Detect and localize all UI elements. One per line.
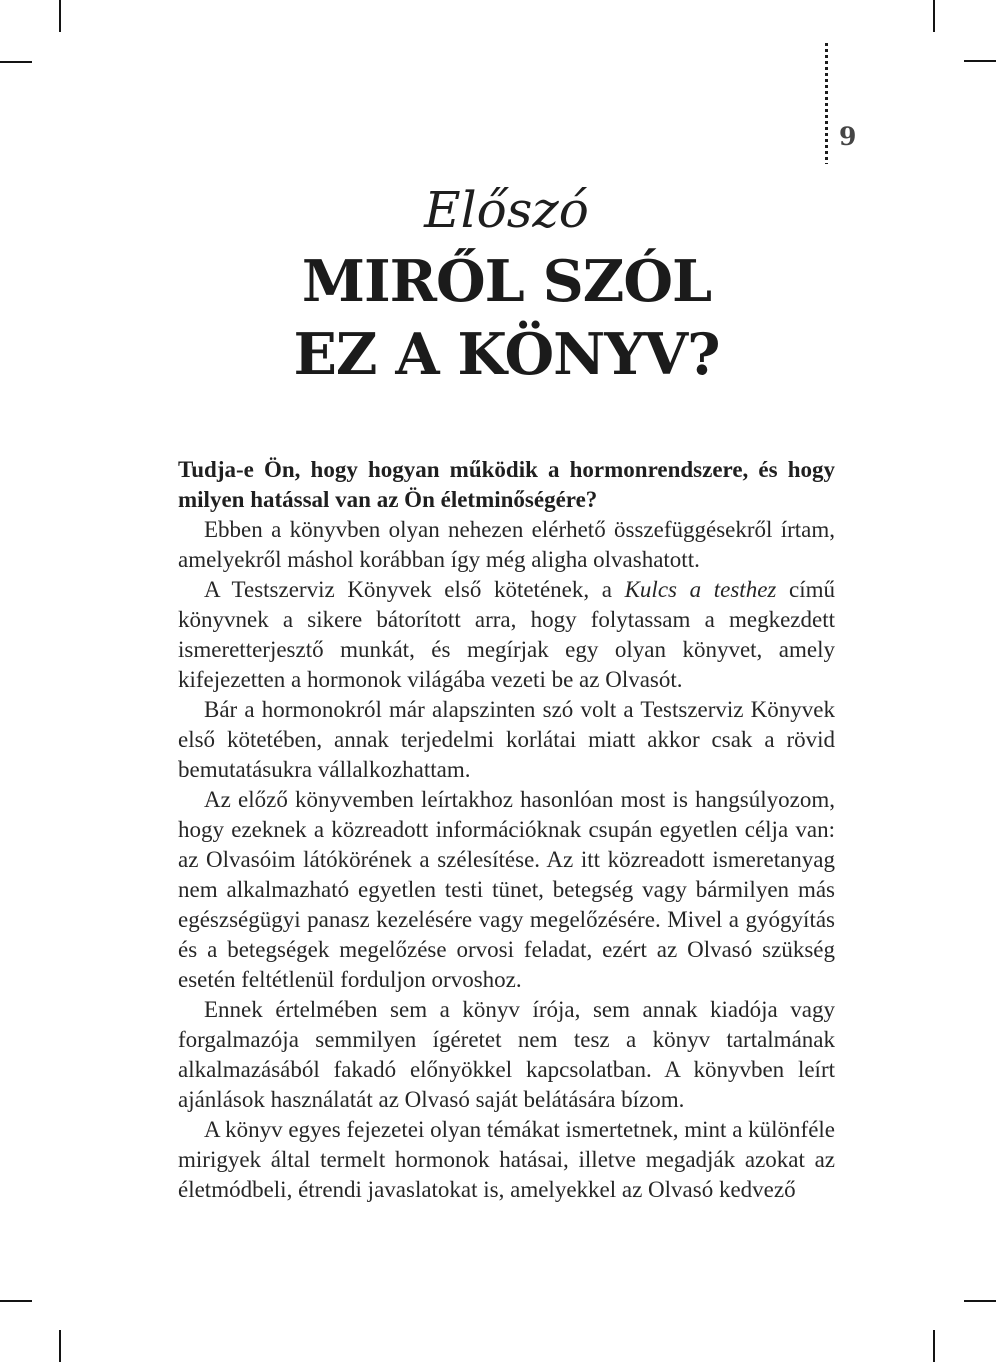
paragraphs xyxy=(178,515,835,1205)
paragraph xyxy=(178,995,835,1115)
text-run: Bár a hormonokról már alapszinten szó volt a Testszerviz Könyvek első kötetében, annak terjedelmi korlátai miatt akkor csak a rövid bemutatásukra vállalkozhattam. xyxy=(178,697,835,782)
text-run: Ennek értelmében sem a könyv írója, sem annak kiadója vagy forgalmazója semmilyen ígéretet nem tesz a könyv tartalmának alkalmazásából fakadó előnyökkel kapcsolatban. A könyvben leírt ajánlások használatát az Olvasó saját belátására bízom. xyxy=(178,997,835,1112)
crop-mark-bottom-left-horizontal xyxy=(0,1300,32,1302)
paragraph xyxy=(178,695,835,785)
italic-run: Kulcs a testhez xyxy=(624,577,777,602)
chapter-kicker: Előszó xyxy=(424,181,589,239)
crop-mark-top-left-horizontal xyxy=(0,61,32,63)
text-run: A Testszerviz Könyvek első kötetének, a xyxy=(204,577,625,602)
paragraph xyxy=(178,515,835,575)
text-column xyxy=(178,181,836,1205)
text-run: A könyv egyes fejezetei olyan témákat ismertetnek, mint a különféle mirigyek által termelt hormonok hatásai, illetve megadják azokat az életmódbeli, étrendi javaslatokat is, amelyekkel az Olvasó kedvező xyxy=(178,1117,836,1202)
page-number: 9 xyxy=(839,122,857,151)
text-run: Az előző könyvemben leírtakhoz hasonlóan most is hangsúlyozom, hogy ezeknek a közreadott információknak csupán egyetlen célja van: az Olvasóim látókörének a szélesítése. Az itt közreadott ismeretanyag nem alkalmazható egyetlen testi tünet, betegség vagy bármilyen más egészségügyi panasz kezelésére vagy megelőzésére. Mivel a gyógyítás és a betegségek megelőzése orvosi feladat, ezért az Olvasó szükség esetén feltétlenül forduljon orvoshoz. xyxy=(178,787,835,992)
crop-mark-top-right-vertical xyxy=(933,0,935,32)
text-run: című könyvnek a sikere bátorított arra, hogy folytassam a megkezdett ismeretterjesztő munkát, és megírjak egy olyan könyvet, amely kifejezetten a hormonok világába vezeti be az Olvasót. xyxy=(178,577,835,692)
crop-mark-top-right-horizontal xyxy=(964,60,996,62)
crop-mark-bottom-right-horizontal xyxy=(964,1300,996,1302)
chapter-title-line-2: EZ A KÖNYV? xyxy=(293,321,720,388)
lead-paragraph: Tudja-e Ön, hogy hogyan működik a hormonrendszere, és hogy milyen hatással van az Ön életminőségére? xyxy=(178,457,835,512)
crop-mark-bottom-right-vertical xyxy=(933,1330,935,1362)
paragraph xyxy=(178,575,835,695)
paragraph xyxy=(178,785,835,995)
body-text xyxy=(178,455,835,1205)
paragraph xyxy=(178,1115,835,1205)
chapter-title xyxy=(178,245,835,391)
crop-mark-top-left-vertical xyxy=(59,0,61,32)
chapter-title-line-1: MIRŐL SZÓL xyxy=(301,248,712,315)
text-run: Ebben a könyvben olyan nehezen elérhető összefüggésekről írtam, amelyekről máshol korábban így még aligha olvashatott. xyxy=(178,517,835,572)
crop-mark-bottom-left-vertical xyxy=(59,1330,61,1362)
folio-dotted-rule xyxy=(825,43,828,164)
